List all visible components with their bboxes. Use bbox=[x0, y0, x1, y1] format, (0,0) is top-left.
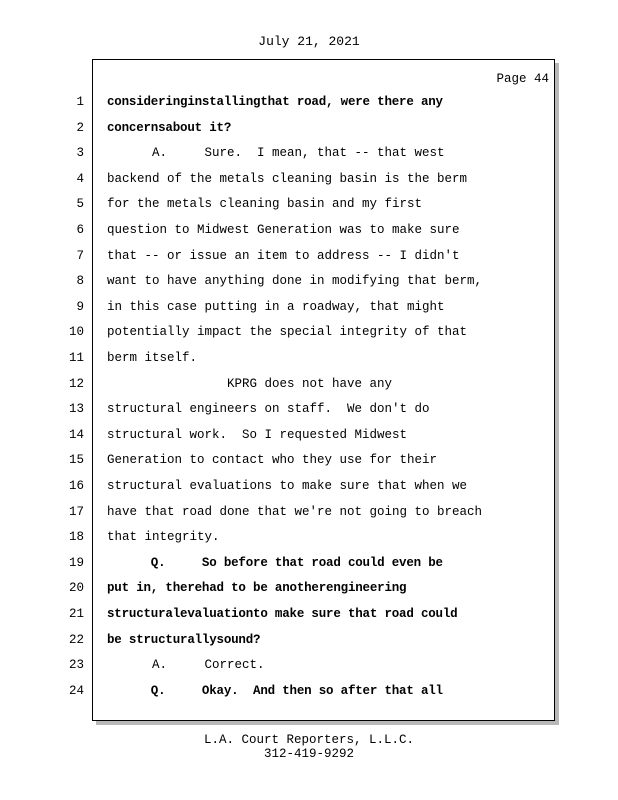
transcript-line bbox=[0, 653, 618, 678]
line-text: that -- or issue an item to address -- I didn't bbox=[107, 248, 460, 263]
transcript-line bbox=[0, 679, 618, 704]
transcript-line bbox=[0, 346, 618, 371]
line-number: 13 bbox=[68, 402, 84, 417]
line-number: 3 bbox=[76, 146, 84, 161]
line-text: structuralevaluationto make sure that road could bbox=[107, 607, 458, 621]
transcript-line bbox=[0, 320, 618, 345]
line-text: put in, therehad to be anotherengineering bbox=[107, 581, 407, 596]
line-number: 18 bbox=[68, 530, 84, 545]
line-number: 10 bbox=[68, 325, 84, 340]
line-number: 4 bbox=[76, 171, 84, 186]
line-text: A. Correct. bbox=[107, 658, 265, 673]
line-number: 23 bbox=[68, 658, 84, 673]
line-number: 1 bbox=[76, 95, 84, 109]
line-number: 19 bbox=[68, 555, 84, 570]
transcript-line bbox=[0, 602, 618, 627]
line-text: that integrity. bbox=[107, 530, 220, 545]
footer-phone: 312-419-9292 bbox=[263, 747, 354, 761]
line-text: structural work. So I requested Midwest bbox=[107, 427, 408, 442]
transcript-line bbox=[0, 295, 618, 320]
transcript-line bbox=[0, 397, 618, 422]
header-date: July 21, 2021 bbox=[258, 34, 360, 49]
line-number: 16 bbox=[68, 479, 84, 493]
line-number: 20 bbox=[68, 581, 84, 596]
transcript-line bbox=[0, 474, 618, 499]
line-number: 15 bbox=[68, 453, 84, 468]
line-number: 12 bbox=[68, 376, 84, 391]
line-text: structural evaluations to make sure that when we bbox=[107, 479, 468, 493]
line-number: 22 bbox=[68, 632, 84, 647]
line-text: berm itself. bbox=[107, 351, 198, 365]
transcript-line bbox=[0, 218, 618, 243]
transcript-line bbox=[0, 576, 618, 601]
line-number: 6 bbox=[76, 223, 84, 237]
line-text: for the metals cleaning basin and my first bbox=[107, 197, 423, 212]
line-text: consideringinstallingthat road, were there any bbox=[107, 95, 443, 109]
transcript-line bbox=[0, 244, 618, 269]
line-text: want to have anything done in modifying that berm, bbox=[107, 274, 483, 289]
transcript-line bbox=[0, 372, 618, 397]
transcript-line bbox=[0, 551, 618, 576]
line-text: A. Sure. I mean, that -- that west bbox=[107, 146, 445, 161]
line-number: 17 bbox=[68, 504, 84, 519]
transcript-line bbox=[0, 269, 618, 294]
line-text: question to Midwest Generation was to make sure bbox=[107, 223, 460, 237]
page-number: Page 44 bbox=[496, 72, 549, 86]
transcript-line bbox=[0, 525, 618, 550]
line-number: 9 bbox=[76, 299, 84, 314]
footer bbox=[0, 733, 618, 761]
line-text: Q. So before that road could even be bbox=[107, 555, 443, 570]
transcript-line bbox=[0, 448, 618, 473]
transcript-line bbox=[0, 167, 618, 192]
line-text: Q. Okay. And then so after that all bbox=[107, 683, 443, 698]
line-text: Generation to contact who they use for their bbox=[107, 453, 438, 468]
line-text: backend of the metals cleaning basin is the berm bbox=[107, 171, 468, 186]
line-number: 2 bbox=[76, 120, 84, 135]
transcript-line bbox=[0, 423, 618, 448]
line-text: KPRG does not have any bbox=[107, 376, 393, 391]
transcript-line bbox=[0, 116, 618, 141]
line-text: in this case putting in a roadway, that might bbox=[107, 299, 445, 314]
line-number: 14 bbox=[68, 427, 84, 442]
line-text: potentially impact the special integrity of that bbox=[107, 325, 468, 340]
line-text: be structurallysound? bbox=[107, 632, 261, 647]
transcript-line bbox=[0, 141, 618, 166]
line-number: 8 bbox=[76, 274, 84, 289]
line-number: 11 bbox=[68, 351, 84, 365]
line-text: have that road done that we're not going to breach bbox=[107, 504, 483, 519]
transcript-line bbox=[0, 90, 618, 115]
footer-company: L.A. Court Reporters, L.L.C. bbox=[203, 733, 415, 747]
transcript-line bbox=[0, 192, 618, 217]
line-number: 24 bbox=[68, 683, 84, 698]
transcript-line bbox=[0, 628, 618, 653]
transcript-line bbox=[0, 500, 618, 525]
line-text: structural engineers on staff. We don't do bbox=[107, 402, 430, 417]
line-number: 21 bbox=[68, 607, 84, 621]
line-number: 7 bbox=[76, 248, 84, 263]
line-text: concernsabout it? bbox=[107, 120, 232, 135]
line-number: 5 bbox=[76, 197, 84, 212]
